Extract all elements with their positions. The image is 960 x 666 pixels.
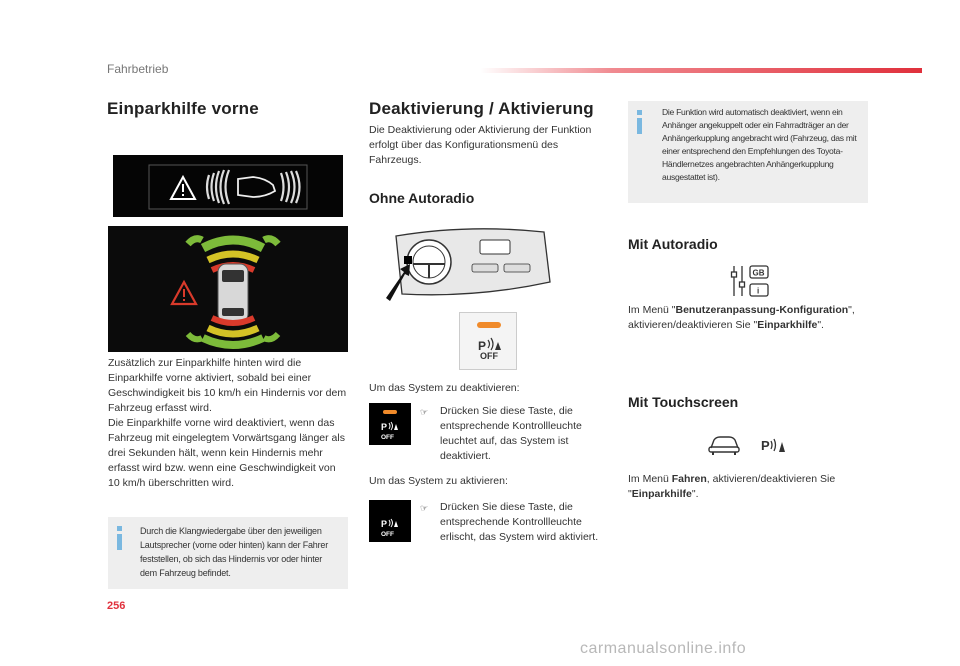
middle-subtitle: Ohne Autoradio xyxy=(369,190,475,206)
svg-text:OFF: OFF xyxy=(381,531,394,538)
radio-text: Im Menü "Benutzeranpassung-Konfiguration", aktivieren/deaktivieren Sie "Einparkhilfe". xyxy=(628,304,855,331)
off-label: OFF xyxy=(480,351,498,361)
parking-sensor-icon xyxy=(369,500,411,542)
svg-text:P: P xyxy=(478,339,487,353)
deactivate-step-text: Drücken Sie diese Taste, die entsprechende Kontrollleuchte leuchtet auf, das System ist deaktiviert. xyxy=(440,405,582,462)
dashboard-warning-image xyxy=(113,155,343,217)
right-info-text: Die Funktion wird automatisch deaktiviert, wenn ein Anhänger angekuppelt oder ein Fahrradträger an der Anhängerkupplung angebracht wird (Fahrzeug, das mit einer entsprechend den Empfehlungen des Toyota-Händlernetzes angebrachten Anhängerkupplung ausgestattet ist). xyxy=(662,107,857,182)
deactivate-label: Um das System zu deaktivieren: xyxy=(369,382,520,394)
left-info-box xyxy=(108,517,348,589)
left-paragraph-2: Die Einparkhilfe vorne wird deaktiviert, wenn das Fahrzeug mit eingelegtem Vorwärtsgang länger als drei Sekunden hält, wenn kein Hindernis mehr erfasst wird bzw. wenn eine Geschwindigkeit von 10 km/h überschritten wird. xyxy=(108,417,345,489)
left-title: Einparkhilfe vorne xyxy=(107,99,259,118)
parking-sensor-display xyxy=(108,226,348,352)
svg-text:OFF: OFF xyxy=(381,434,394,441)
parking-sensor-icon xyxy=(760,436,790,456)
radio-title: Mit Autoradio xyxy=(628,236,718,252)
middle-title: Deaktivierung / Aktivierung xyxy=(369,99,594,118)
bullet-arrow-icon: ☞ xyxy=(420,407,429,417)
activate-step xyxy=(420,500,600,545)
right-info-box xyxy=(628,101,868,203)
page-number: 256 xyxy=(107,600,126,612)
parking-off-button[interactable] xyxy=(459,312,517,370)
middle-intro: Die Deaktivierung oder Aktivierung der Funktion erfolgt über das Konfigurationsmenü des Fahrzeugs. xyxy=(369,124,592,166)
deactivate-step xyxy=(420,404,600,464)
off-button-small-2[interactable] xyxy=(369,500,411,542)
left-info-text: Durch die Klangwiedergabe über den jeweiligen Lautsprecher (vorne oder hinten) kann der Fahrer feststellen, ob sich das Hindernis vor oder hinter dem Fahrzeug befindet. xyxy=(140,526,329,578)
svg-text:P: P xyxy=(761,438,770,453)
activate-step-text: Drücken Sie diese Taste, die entsprechende Kontrollleuchte erlischt, das System wird aktiviert. xyxy=(440,501,599,543)
rear-sensor-arcs xyxy=(188,318,278,345)
car-driving-icon xyxy=(707,434,741,456)
off-button-small-1[interactable] xyxy=(369,403,411,445)
dashboard-illustration xyxy=(384,222,554,306)
activate-label: Um das System zu aktivieren: xyxy=(369,475,508,487)
alert-triangle-icon xyxy=(172,282,196,304)
touchscreen-text: Im Menü Fahren, aktivieren/deaktivieren Sie "Einparkhilfe". xyxy=(628,473,836,500)
bullet-arrow-icon: ☞ xyxy=(420,503,429,513)
svg-text:P: P xyxy=(381,422,388,432)
watermark: carmanualsonline.info xyxy=(580,640,747,657)
info-icon xyxy=(116,526,123,550)
parking-sensor-icon xyxy=(460,313,518,371)
svg-text:P: P xyxy=(381,519,388,529)
header-accent-bar xyxy=(480,68,922,73)
svg-text:i: i xyxy=(757,286,760,296)
radio-menu-icon xyxy=(730,264,770,298)
svg-text:GB: GB xyxy=(752,268,765,278)
section-title: Fahrbetrieb xyxy=(107,62,169,76)
info-icon xyxy=(636,110,643,134)
touchscreen-title: Mit Touchscreen xyxy=(628,394,739,410)
parking-sensor-icon xyxy=(369,403,411,445)
left-paragraph-1: Zusätzlich zur Einparkhilfe hinten wird die Einparkhilfe vorne aktiviert, sobald bei einer Geschwindigkeit bis 10 km/h ein Hindernis vor dem Fahrzeug erfasst wird. xyxy=(108,357,347,414)
